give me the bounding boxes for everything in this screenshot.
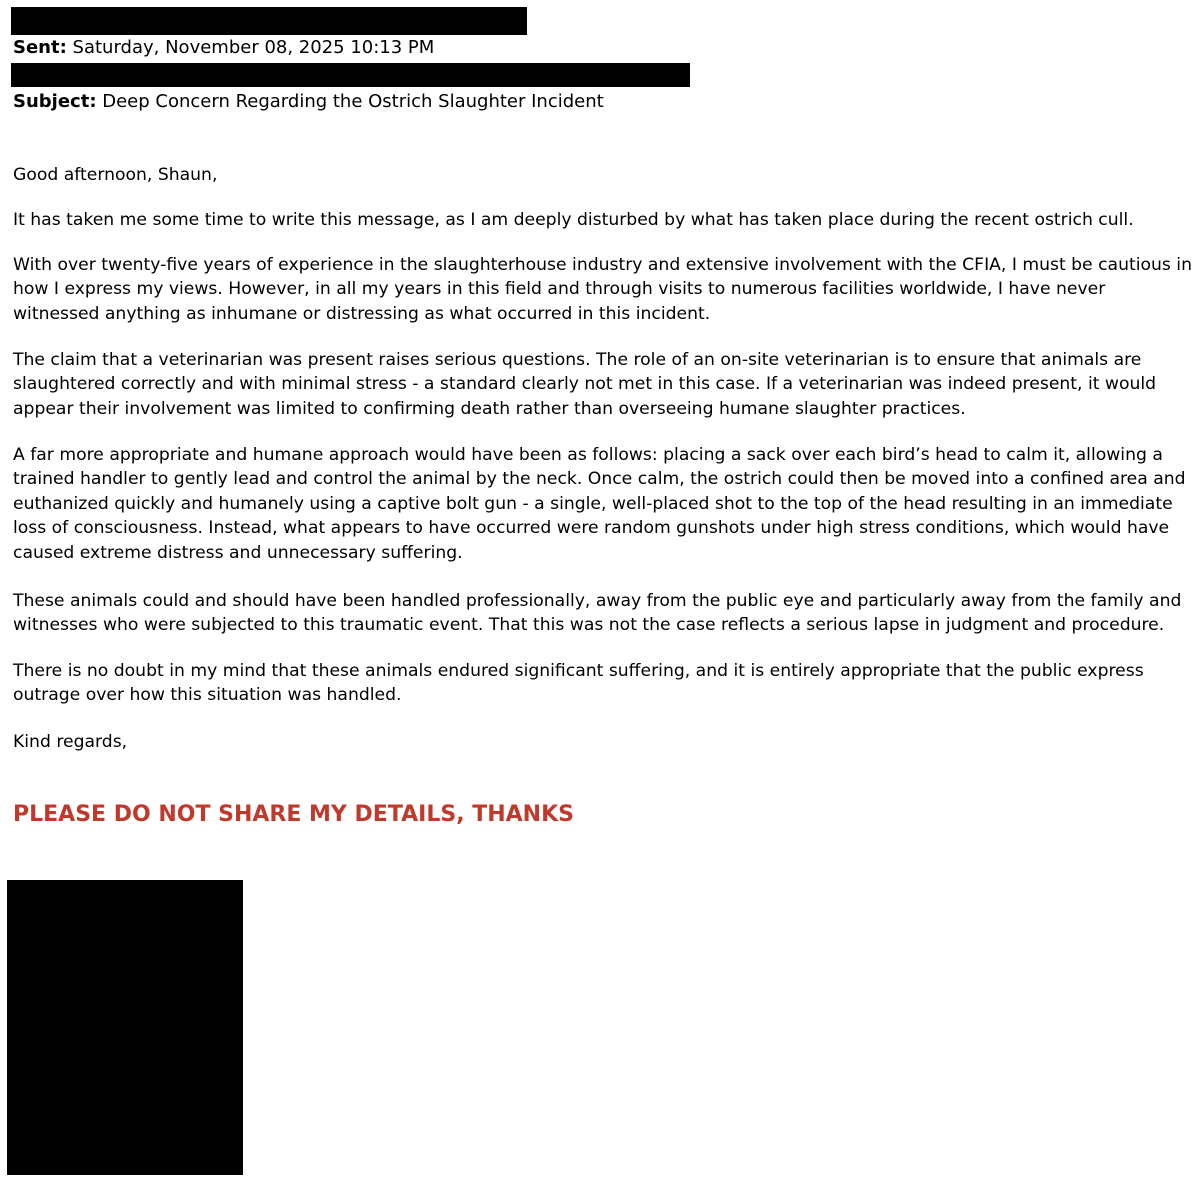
sent-label: Sent: <box>13 37 67 58</box>
privacy-notice: PLEASE DO NOT SHARE MY DETAILS, THANKS <box>13 802 574 827</box>
body-paragraph: With over twenty-five years of experience in the slaughterhouse industry and extensive involvement with the CFIA, I must be cautious in how I express my views. However, in all my years in this field and through visits to numerous facilities worldwide, I have never witnessed anything as inhumane or distressing as what occurred in this incident. <box>13 255 1192 324</box>
body-paragraph: It has taken me some time to write this message, as I am deeply disturbed by what has taken place during the recent ostrich cull. <box>13 210 1134 230</box>
body-paragraph: The claim that a veterinarian was present raises serious questions. The role of an on-site veterinarian is to ensure that animals are slaughtered correctly and with minimal stress - a standard clearly not met in this case. If a veterinarian was indeed present, it would appear their involvement was limited to confirming death rather than overseeing humane slaughter practices. <box>13 350 1157 419</box>
greeting: Good afternoon, Shaun, <box>13 165 218 185</box>
closing: Kind regards, <box>13 732 128 752</box>
body-paragraph: These animals could and should have been handled professionally, away from the public eye and particularly away from the family and witnesses who were subjected to this traumatic event. That this was not the case reflects a serious lapse in judgment and procedure. <box>13 591 1182 636</box>
subject-line <box>13 91 604 113</box>
body-paragraph: There is no doubt in my mind that these animals endured significant suffering, and it is entirely appropriate that the public express outrage over how this situation was handled. <box>13 661 1144 706</box>
redacted-signature-block <box>7 880 243 1175</box>
body-paragraph: A far more appropriate and humane approach would have been as follows: placing a sack over each bird’s head to calm it, allowing a trained handler to gently lead and control the animal by the neck. Once calm, the ostrich could then be moved into a confined area and euthanized quickly and humanely using a captive bolt gun - a single, well-placed shot to the top of the head resulting in an immediate loss of consciousness. Instead, what appears to have occurred were random gunshots under high stress conditions, which would have caused extreme distress and unnecessary suffering. <box>13 445 1186 563</box>
sent-value: Saturday, November 08, 2025 10:13 PM <box>72 37 435 58</box>
redacted-from-line <box>11 7 527 35</box>
subject-value: Deep Concern Regarding the Ostrich Slaughter Incident <box>102 91 604 112</box>
redacted-to-line <box>11 63 690 87</box>
sent-line <box>13 37 434 59</box>
subject-label: Subject: <box>13 91 97 112</box>
